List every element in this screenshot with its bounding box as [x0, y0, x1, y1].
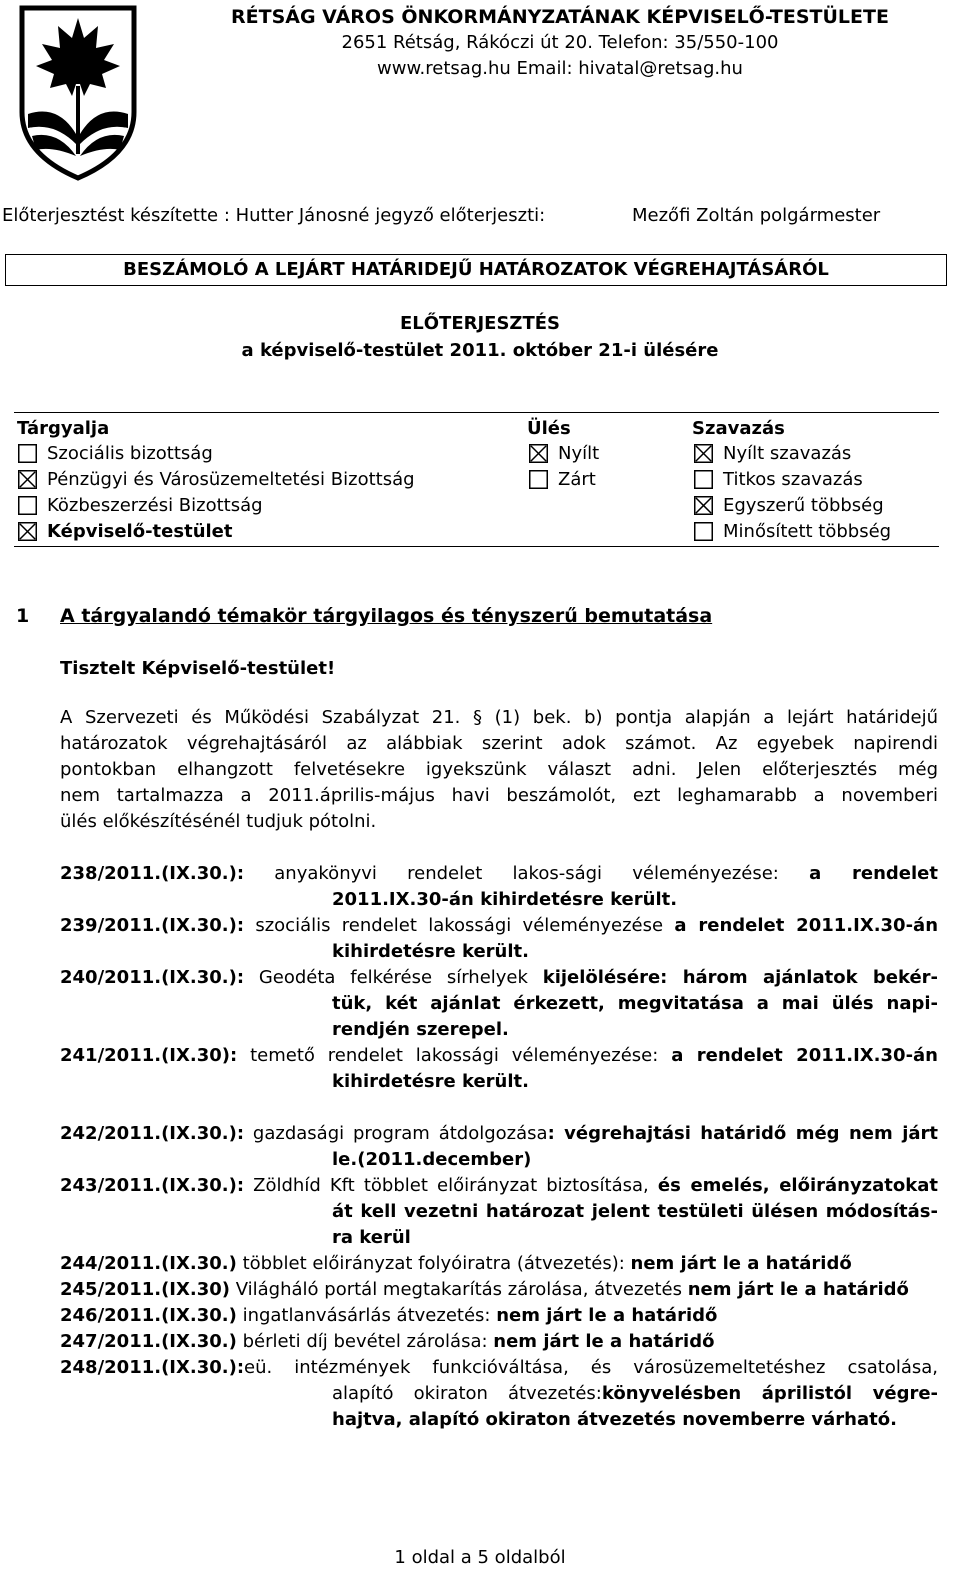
option-label: Nyílt: [558, 443, 600, 464]
resolution-list: [60, 861, 938, 1433]
presenter: Mezőfi Zoltán polgármester: [632, 205, 881, 226]
checked-box-icon[interactable]: [694, 496, 713, 515]
subtitle-line-2: a képviselő-testület 2011. október 21-i ülésére: [241, 340, 719, 361]
resolution-238: [60, 861, 938, 913]
resolution-text: többlet előirányzat folyóiratra (átvezetés):: [236, 1253, 631, 1274]
option-label: Titkos szavazás: [723, 469, 863, 490]
resolution-status: és emelés, előirányzatokat: [657, 1175, 938, 1196]
resolution-244: [60, 1251, 938, 1277]
resolution-status: tük, két ajánlat érkezett, megvitatása a mai ülés napi-: [332, 993, 938, 1014]
option-penzugyi-bizottsag[interactable]: [18, 469, 415, 490]
resolution-text: bérleti díj bevétel zárolása:: [236, 1331, 494, 1352]
resolution-line: [60, 1043, 938, 1069]
resolution-number: 246/2011.(IX.30.): [60, 1305, 237, 1326]
prepared-by: Előterjesztést készítette : Hutter Jánosné jegyző előterjeszti:: [2, 205, 546, 226]
document-title: BESZÁMOLÓ A LEJÁRT HATÁRIDEJŰ HATÁROZATOK VÉGREHAJTÁSÁRÓL: [5, 254, 947, 286]
resolution-text: Zöldhíd Kft többlet előirányzat biztosítása,: [244, 1175, 658, 1196]
option-label: Minősített többség: [723, 521, 892, 542]
resolution-number: 238/2011.(IX.30.):: [60, 863, 245, 884]
resolution-number: 242/2011.(IX.30.):: [60, 1123, 245, 1144]
resolution-status: rendjén szerepel.: [332, 1019, 509, 1040]
resolution-status: kijelölésére: három ajánlatok bekér-: [542, 967, 939, 988]
resolution-status: ra kerül: [332, 1227, 411, 1248]
unchecked-box-icon[interactable]: [529, 470, 548, 489]
resolution-line: [60, 965, 938, 991]
resolution-status: hajtva, alapító okiraton átvezetés novemberre várható.: [332, 1409, 897, 1430]
resolution-text: eü. intézmények funkcióváltása, és városüzemeltetéshez csatolása,: [244, 1357, 938, 1378]
spacer: [60, 1095, 938, 1121]
resolution-242: [60, 1121, 938, 1173]
option-label: Képviselő-testület: [47, 521, 233, 542]
option-label: Pénzügyi és Városüzemeltetési Bizottság: [47, 469, 415, 490]
resolution-status: 2011.IX.30-án kihirdetésre került.: [332, 889, 678, 910]
resolution-status: nem járt le a határidő: [630, 1253, 852, 1274]
option-szocialis-bizottsag[interactable]: [18, 443, 213, 464]
table-top-rule: [14, 412, 939, 413]
resolution-240: [60, 965, 938, 1043]
greeting: Tisztelt Képviselő-testület!: [60, 658, 336, 679]
resolution-text: szociális rendelet lakossági véleményezése: [244, 915, 675, 936]
resolution-text: temető rendelet lakossági véleményezése:: [237, 1045, 672, 1066]
resolution-line: [60, 1121, 938, 1147]
resolution-status: kihirdetésre került.: [332, 1071, 529, 1092]
resolution-status: nem járt le a határidő: [687, 1279, 909, 1300]
unchecked-box-icon[interactable]: [694, 522, 713, 541]
intro-line: A Szervezeti és Működési Szabályzat 21. § (1) bek. b) pontja alapján a lejárt határidejű: [60, 707, 938, 728]
option-egyszeru-tobbseg[interactable]: [694, 495, 884, 516]
unchecked-box-icon[interactable]: [18, 444, 37, 463]
option-titkos-szavazas[interactable]: [694, 469, 863, 490]
option-nyilt-szavazas[interactable]: [694, 443, 851, 464]
option-nyilt[interactable]: [529, 443, 599, 464]
resolution-246: [60, 1303, 938, 1329]
option-minositett-tobbseg[interactable]: [694, 521, 891, 542]
resolution-status: a rendelet: [809, 863, 938, 884]
resolution-number: 239/2011.(IX.30.):: [60, 915, 245, 936]
resolution-number: 248/2011.(IX.30.):: [60, 1357, 245, 1378]
resolution-text: Geodéta felkérése sírhelyek: [244, 967, 543, 988]
resolution-status: át kell vezetni határozat jelent testületi ülésen módosítás-: [332, 1201, 938, 1222]
intro-line: ülés előkészítésénél tudjuk pótolni.: [60, 811, 377, 832]
resolution-text: gazdasági program átdolgozása: [244, 1123, 548, 1144]
col-header-ules: Ülés: [527, 418, 571, 439]
unchecked-box-icon[interactable]: [694, 470, 713, 489]
resolution-number: 247/2011.(IX.30.): [60, 1331, 237, 1352]
checked-box-icon[interactable]: [18, 470, 37, 489]
option-zart[interactable]: [529, 469, 596, 490]
resolution-239: [60, 913, 938, 965]
option-label: Közbeszerzési Bizottság: [47, 495, 263, 516]
col-header-targyalja: Tárgyalja: [17, 418, 110, 439]
resolution-status: le.(2011.december): [332, 1149, 532, 1170]
resolution-number: 244/2011.(IX.30.): [60, 1253, 237, 1274]
intro-line: nem tartalmazza a 2011.április-május havi beszámolót, ezt leghamarabb a novemberi: [60, 785, 938, 806]
resolution-245: [60, 1277, 938, 1303]
option-kozbeszerzesi-bizottsag[interactable]: [18, 495, 263, 516]
resolution-line: [60, 913, 938, 939]
resolution-number: 240/2011.(IX.30.):: [60, 967, 245, 988]
checked-box-icon[interactable]: [694, 444, 713, 463]
resolution-status: a rendelet 2011.IX.30-án: [674, 915, 939, 936]
table-bottom-rule: [14, 546, 939, 547]
unchecked-box-icon[interactable]: [18, 496, 37, 515]
section-title: A tárgyalandó témakör tárgyilagos és tényszerű bemutatása: [60, 605, 713, 627]
resolution-text: anyakönyvi rendelet lakos-sági véleményezése:: [244, 863, 810, 884]
resolution-status: nem járt le a határidő: [493, 1331, 715, 1352]
checked-box-icon[interactable]: [18, 522, 37, 541]
resolution-text: Világháló portál megtakarítás zárolása, átvezetés: [230, 1279, 688, 1300]
section-number: 1: [16, 605, 30, 627]
checked-box-icon[interactable]: [529, 444, 548, 463]
resolution-243: [60, 1173, 938, 1251]
resolution-241: [60, 1043, 938, 1095]
resolution-248: [60, 1355, 938, 1433]
city-crest-logo: [18, 4, 138, 182]
intro-line: határozatok végrehajtásáról az alábbiak szerint adok számot. Az egyebek napirendi: [60, 733, 938, 754]
council-web-email: www.retsag.hu Email: hivatal@retsag.hu: [377, 58, 743, 79]
resolution-line: [60, 1381, 938, 1407]
council-title: RÉTSÁG VÁROS ÖNKORMÁNYZATÁNAK KÉPVISELŐ-TESTÜLETE: [231, 6, 889, 28]
page-footer: 1 oldal a 5 oldalból: [394, 1547, 566, 1568]
resolution-number: 245/2011.(IX.30): [60, 1279, 230, 1300]
resolution-text: ingatlanvásárlás átvezetés:: [236, 1305, 497, 1326]
resolution-line: [60, 1173, 938, 1199]
council-address: 2651 Rétság, Rákóczi út 20. Telefon: 35/550-100: [341, 32, 779, 53]
resolution-text: alapító okiraton átvezetés:: [332, 1383, 602, 1404]
resolution-status: : végrehajtási határidő még nem járt: [547, 1123, 938, 1144]
resolution-line: [60, 1355, 938, 1381]
resolution-status: kihirdetésre került.: [332, 941, 529, 962]
option-label: Szociális bizottság: [47, 443, 213, 464]
option-label: Zárt: [558, 469, 596, 490]
intro-line: pontokban elhangzott felvetésekre igyekszünk választ adni. Jelen előterjesztés még: [60, 759, 938, 780]
resolution-line: [60, 861, 938, 887]
resolution-number: 243/2011.(IX.30.):: [60, 1175, 245, 1196]
option-label: Egyszerű többség: [723, 495, 884, 516]
resolution-status: könyvelésben áprilistól végre-: [601, 1383, 939, 1404]
resolution-status: a rendelet 2011.IX.30-án: [671, 1045, 938, 1066]
resolution-status: nem járt le a határidő: [496, 1305, 718, 1326]
intro-paragraph: [60, 705, 938, 835]
resolution-number: 241/2011.(IX.30):: [60, 1045, 238, 1066]
resolution-247: [60, 1329, 938, 1355]
subtitle-line-1: ELŐTERJESZTÉS: [399, 313, 561, 334]
col-header-szavazas: Szavazás: [692, 418, 785, 439]
option-label: Nyílt szavazás: [723, 443, 852, 464]
option-kepviselo-testulet[interactable]: [18, 521, 232, 542]
